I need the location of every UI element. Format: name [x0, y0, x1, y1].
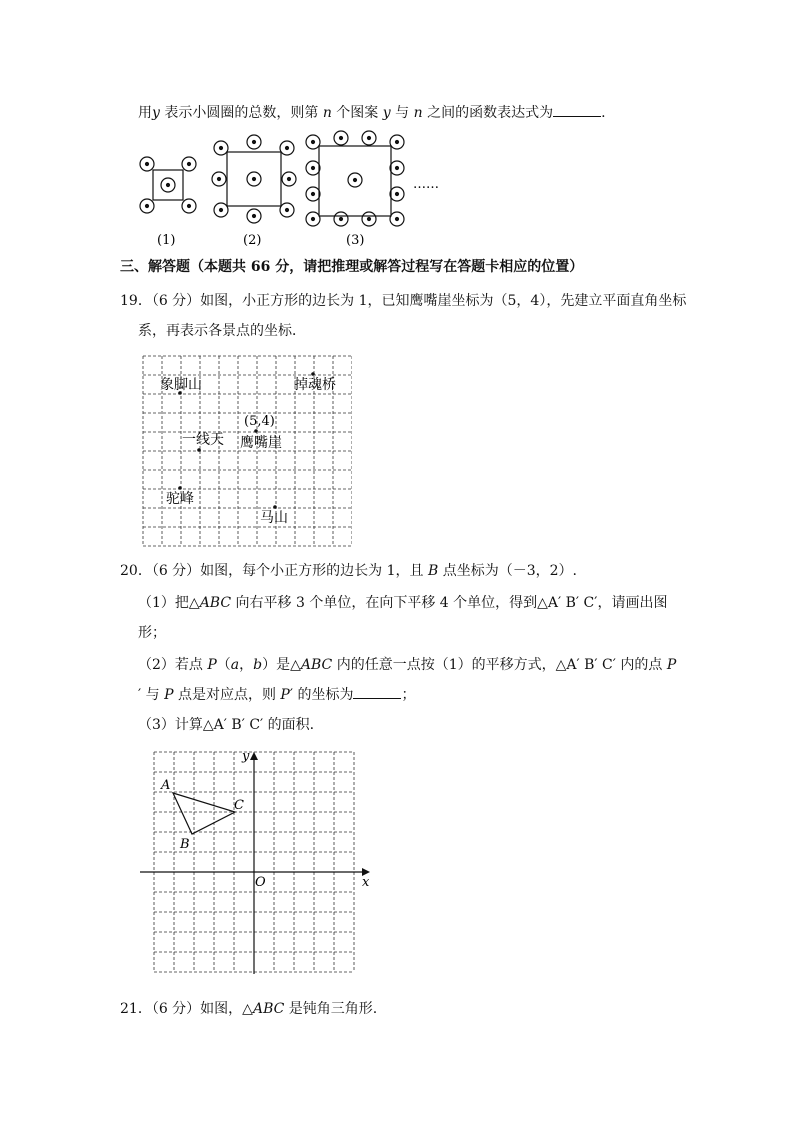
- q20-line1: 20．（6 分）如图，每个小正方形的边长为 1，且 B 点坐标为（－3，2）.: [120, 563, 577, 579]
- section-heading: 三、解答题（本题共 66 分，请把推理或解答过程写在答题卡相应的位置）: [120, 259, 584, 275]
- point-c-label: C: [234, 798, 244, 813]
- label-yixiantian: 一线天: [182, 432, 224, 448]
- q19-line2: 系，再表示各景点的坐标．: [138, 323, 306, 339]
- fig-label-2: (2): [243, 233, 262, 248]
- label-yingzuiya: 鹰嘴崖: [240, 435, 282, 451]
- point-b-label: B: [180, 837, 190, 852]
- fig-label-1: (1): [157, 233, 176, 248]
- triangle-abc: [173, 793, 235, 834]
- answer-blank: [553, 104, 601, 117]
- point-a-label: A: [161, 778, 171, 793]
- q19-line1: 19．（6 分）如图，小正方形的边长为 1，已知鹰嘴崖坐标为（5，4），先建立平面直角坐标: [120, 293, 687, 309]
- answer-blank-p-prime: [353, 686, 401, 699]
- q20-part3: （3）计算△A′ B′ C′ 的面积.: [138, 717, 315, 733]
- ellipsis: ……: [413, 177, 439, 192]
- label-tuofeng: 驼峰: [166, 491, 194, 507]
- origin-label: O: [255, 875, 266, 890]
- circle-pattern-figure: [135, 128, 455, 248]
- coordinate-grid-figure: [140, 748, 380, 978]
- q20-part2: （2）若点 P（a，b）是△ABC 内的任意一点按（1）的平移方式，△A′ B′ C′ 内的点 P: [138, 657, 677, 673]
- q20-part2-cont: ′ 与 P 点是对应点，则 P′ 的坐标为 ；: [138, 687, 416, 703]
- ring-icon: [161, 178, 175, 192]
- label-coord-5-4: (5,4): [244, 414, 275, 429]
- q21-line1: 21．（6 分）如图，△ABC 是钝角三角形.: [120, 1001, 378, 1017]
- fig-label-3: (3): [346, 233, 365, 248]
- q18-text: 用y 表示小圆圈的总数，则第 n 个图案 y 与 n 之间的函数表达式为 .: [138, 105, 606, 121]
- label-xiangbishan: 象脚山: [160, 377, 202, 393]
- scenic-map-grid: [142, 355, 352, 547]
- q20-part1-cont: 形；: [138, 625, 166, 641]
- axis-y-label: y: [242, 749, 250, 764]
- q20-part1: （1）把△ABC 向右平移 3 个单位，在向下平移 4 个单位，得到△A′ B′ C′，请画出图: [138, 595, 668, 611]
- axis-x-label: x: [362, 875, 370, 890]
- label-mashan: 马山: [260, 510, 288, 526]
- label-zhuhunqiao: 掉魂桥: [294, 377, 336, 393]
